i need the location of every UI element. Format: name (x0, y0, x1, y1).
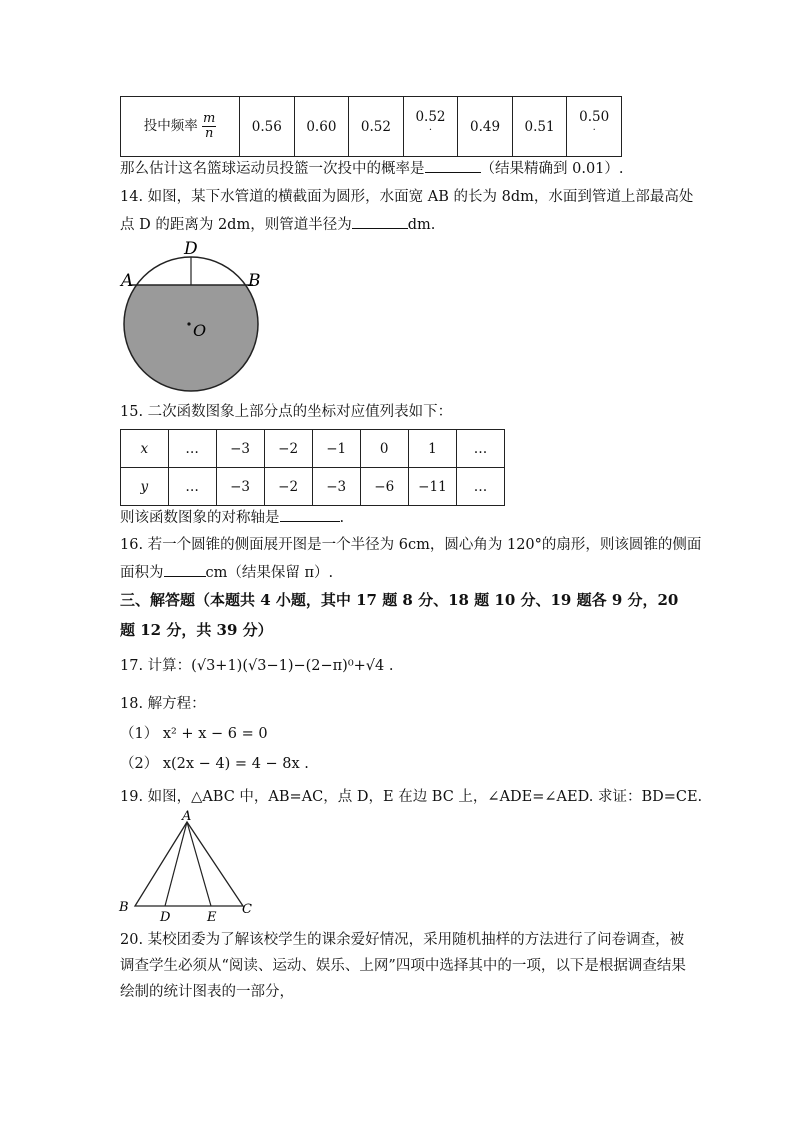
label-a: A (121, 271, 134, 291)
answer-blank (164, 562, 206, 577)
y-cell: −2 (264, 468, 312, 506)
answer-blank (280, 507, 340, 522)
label-c: C (242, 902, 252, 917)
q14-line-1: 14. 如图，某下水管道的横截面为圆形，水面宽 AB 的长为 8dm，水面到管道上部最高处 (120, 189, 694, 205)
frequency-cell: 0.51 (512, 97, 567, 157)
q19-question: 19. 如图，△ABC 中，AB=AC，点 D，E 在边 BC 上，∠ADE=∠AED. 求证：BD=CE. (120, 789, 703, 805)
q17-question: 17. 计算：(√3+1)(√3−1)−(2−π)⁰+√4 . (120, 658, 394, 674)
label-a: A (182, 809, 192, 824)
q15-question: 15. 二次函数图象上部分点的坐标对应值列表如下： (120, 404, 453, 420)
x-cell: … (168, 430, 216, 468)
label-e: E (207, 910, 217, 924)
triangle-abc (135, 822, 243, 906)
frequency-row-label: 投中频率 $\frac{m}{n}$ (121, 97, 240, 157)
q18-part-1: （1） x² + x − 6 = 0 (120, 726, 268, 742)
frequency-cell: 0.60 (294, 97, 349, 157)
y-cell: −3 (312, 468, 360, 506)
q16-line-2: 面积为 cm（结果保留 π）. (120, 562, 333, 583)
frequency-cell: 0.50 . (567, 97, 622, 157)
y-header: y (121, 468, 169, 506)
frequency-fraction: $\frac{m}{n}$ (203, 111, 216, 141)
x-cell: 0 (360, 430, 408, 468)
q20-line-3: 绘制的统计图表的一部分， (120, 984, 294, 1000)
x-cell: −3 (216, 430, 264, 468)
center-point (187, 322, 190, 325)
section-3-heading-line-1: 三、解答题（本题共 4 小题，其中 17 题 8 分、18 题 10 分、19 题各 9 分，20 (120, 591, 679, 609)
section-3-heading-line-2: 题 12 分，共 39 分） (120, 621, 273, 639)
label-d: D (160, 910, 171, 924)
y-cell: … (168, 468, 216, 506)
frequency-table (120, 96, 622, 157)
q20-line-1: 20. 某校团委为了解该校学生的课余爱好情况，采用随机抽样的方法进行了问卷调查，被 (120, 932, 685, 948)
frequency-cell: 0.56 (240, 97, 295, 157)
x-cell: −2 (264, 430, 312, 468)
triangle-abc-figure (115, 808, 265, 924)
x-cell: −1 (312, 430, 360, 468)
frequency-cell: 0.52 . (403, 97, 458, 157)
label-b: B (119, 900, 129, 915)
q16-line-1: 16. 若一个圆锥的侧面展开图是一个半径为 6cm，圆心角为 120°的扇形，则该圆锥的侧面 (120, 537, 702, 553)
answer-blank (425, 158, 481, 173)
segment-ad (165, 822, 187, 906)
x-cell: … (457, 430, 505, 468)
pipe-cross-section-figure (115, 236, 275, 406)
q15-answer-line: 则该函数图象的对称轴是 . (120, 507, 344, 528)
x-header: x (121, 430, 169, 468)
y-cell: −3 (216, 468, 264, 506)
xy-value-table (120, 429, 505, 506)
frequency-cell: 0.52 (349, 97, 404, 157)
label-d: D (184, 239, 198, 259)
q20-line-2: 调查学生必须从“阅读、运动、娱乐、上网”四项中选择其中的一项，以下是根据调查结果 (120, 958, 686, 974)
q18-title: 18. 解方程： (120, 696, 206, 712)
q14-line-2: 点 D 的距离为 2dm，则管道半径为 dm. (120, 214, 435, 235)
label-o: O (193, 321, 207, 340)
q13-answer-line: 那么估计这名篮球运动员投篮一次投中的概率是 （结果精确到 0.01）. (120, 158, 624, 179)
segment-ae (187, 822, 211, 906)
label-b: B (248, 271, 261, 291)
frequency-cell: 0.49 (458, 97, 513, 157)
x-cell: 1 (408, 430, 456, 468)
y-cell: −11 (408, 468, 456, 506)
y-cell: … (457, 468, 505, 506)
answer-blank (352, 214, 408, 229)
y-cell: −6 (360, 468, 408, 506)
q18-part-2: （2） x(2x − 4) = 4 − 8x . (120, 756, 309, 772)
